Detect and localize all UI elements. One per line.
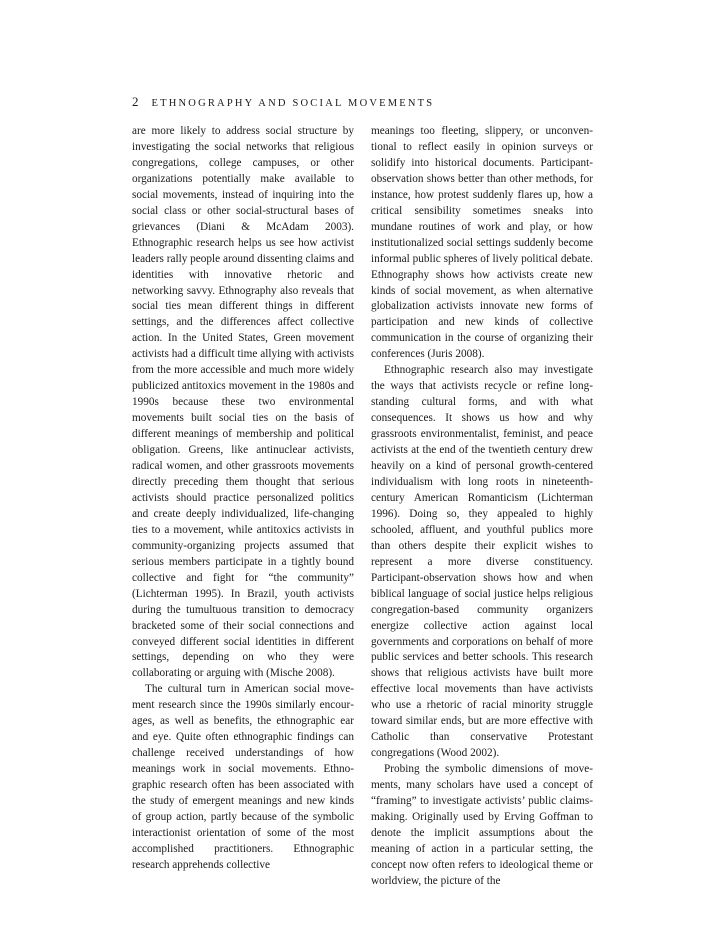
page-number: 2 [132,94,139,109]
left-column [132,124,354,874]
right-paragraph-2: Ethnographic research also may investigate the ways that activists recycle or refine long-standing cultural forms, and with what consequences. It shows us how and why grassroots environmentalist, feminist, and peace activists at the end of the twentieth century drew heavily on a kind of personal growth-centered individualism with long roots in nineteenth-century American Romanticism (Lichterman 1996). Doing so, they appealed to highly schooled, affluent, and youthful publics more than others despite their explicit wishes to represent a more diverse constituency. Participant-observation shows how and when biblical language of social justice helps religious congregation-based community organizers energize collective action against local governments and corporations on behalf of more public services and better schools. This research shows that religious activists have built more effective local movements than have activists who use a rhetoric of racial minority struggle toward similar ends, but are more effective with Catholic than conservative Protestant congregations (Wood 2002). [371,364,593,760]
right-column [371,124,593,890]
right-paragraph-1: meanings too fleeting, slippery, or unconventional to reflect easily in opinion surveys or solidify into historical documents. Participant-observation shows better than other methods, for instance, how protest suddenly flares up, how a critical sensibility sometimes sneaks into mundane routines of work and play, or how institutionalized social settings suddenly become informal public spheres of lively political debate. Ethnography shows how activists create new kinds of social movement, as when alternative globalization activists innovate new forms of participation and new kinds of collective communication in the course of organizing their conferences (Juris 2008). [371,125,593,361]
left-paragraph-1: are more likely to address social structure by investigating the social networks that religious congregations, college campuses, or other organizations potentially make available to social movements, instead of inquiring into the social class or other social-structural bases of grievances (Diani & McAdam 2003). Ethnographic research helps us see how activist leaders rally people around dissenting claims and identities with innovative rhetoric and networking savvy. Ethnography also reveals that social ties mean different things in different settings, and the differences affect collective action. In the United States, Green movement activists had a difficult time allying with activists from the more accessible and much more widely publicized antitoxics movement in the 1980s and 1990s because these two environmental movements built social ties on the basis of different meanings of membership and political obligation. Greens, like antinuclear activists, radical women, and other grassroots movements directly preceding them thought that serious activists should practice personalized politics and create deeply individualized, life-changing ties to a movement, while antitoxics activists in community-organizing projects assumed that serious members participate in a tightly bound collective and fight for “the community” (Lichterman 1995). In Brazil, youth activists during the tumultuous transition to democracy bracketed some of their social connections and conveyed different social identities in different settings, depending on who they were collaborating or arguing with (Mische 2008). [132,125,354,680]
running-head [132,94,434,112]
right-paragraph-3: Probing the symbolic dimensions of movements, many scholars have used a concept of “framing” to investigate activists’ public claims-making. Originally used by Erving Goffman to denote the implicit assumptions about the meaning of action in a particular setting, the concept now often refers to ideological theme or worldview, the picture of the [371,763,593,887]
running-title: ETHNOGRAPHY AND SOCIAL MOVEMENTS [151,98,435,109]
left-paragraph-2: The cultural turn in American social movement research since the 1990s similarly encourages, as well as benefits, the ethnographic ear and eye. Quite often ethnographic findings can challenge received understandings of how meanings work in social movements. Ethnographic research often has been associated with the study of emergent meanings and new kinds of group action, partly because of the symbolic interactionist orientation of some of the most accomplished practitioners. Ethnographic research apprehends collective [132,683,354,871]
